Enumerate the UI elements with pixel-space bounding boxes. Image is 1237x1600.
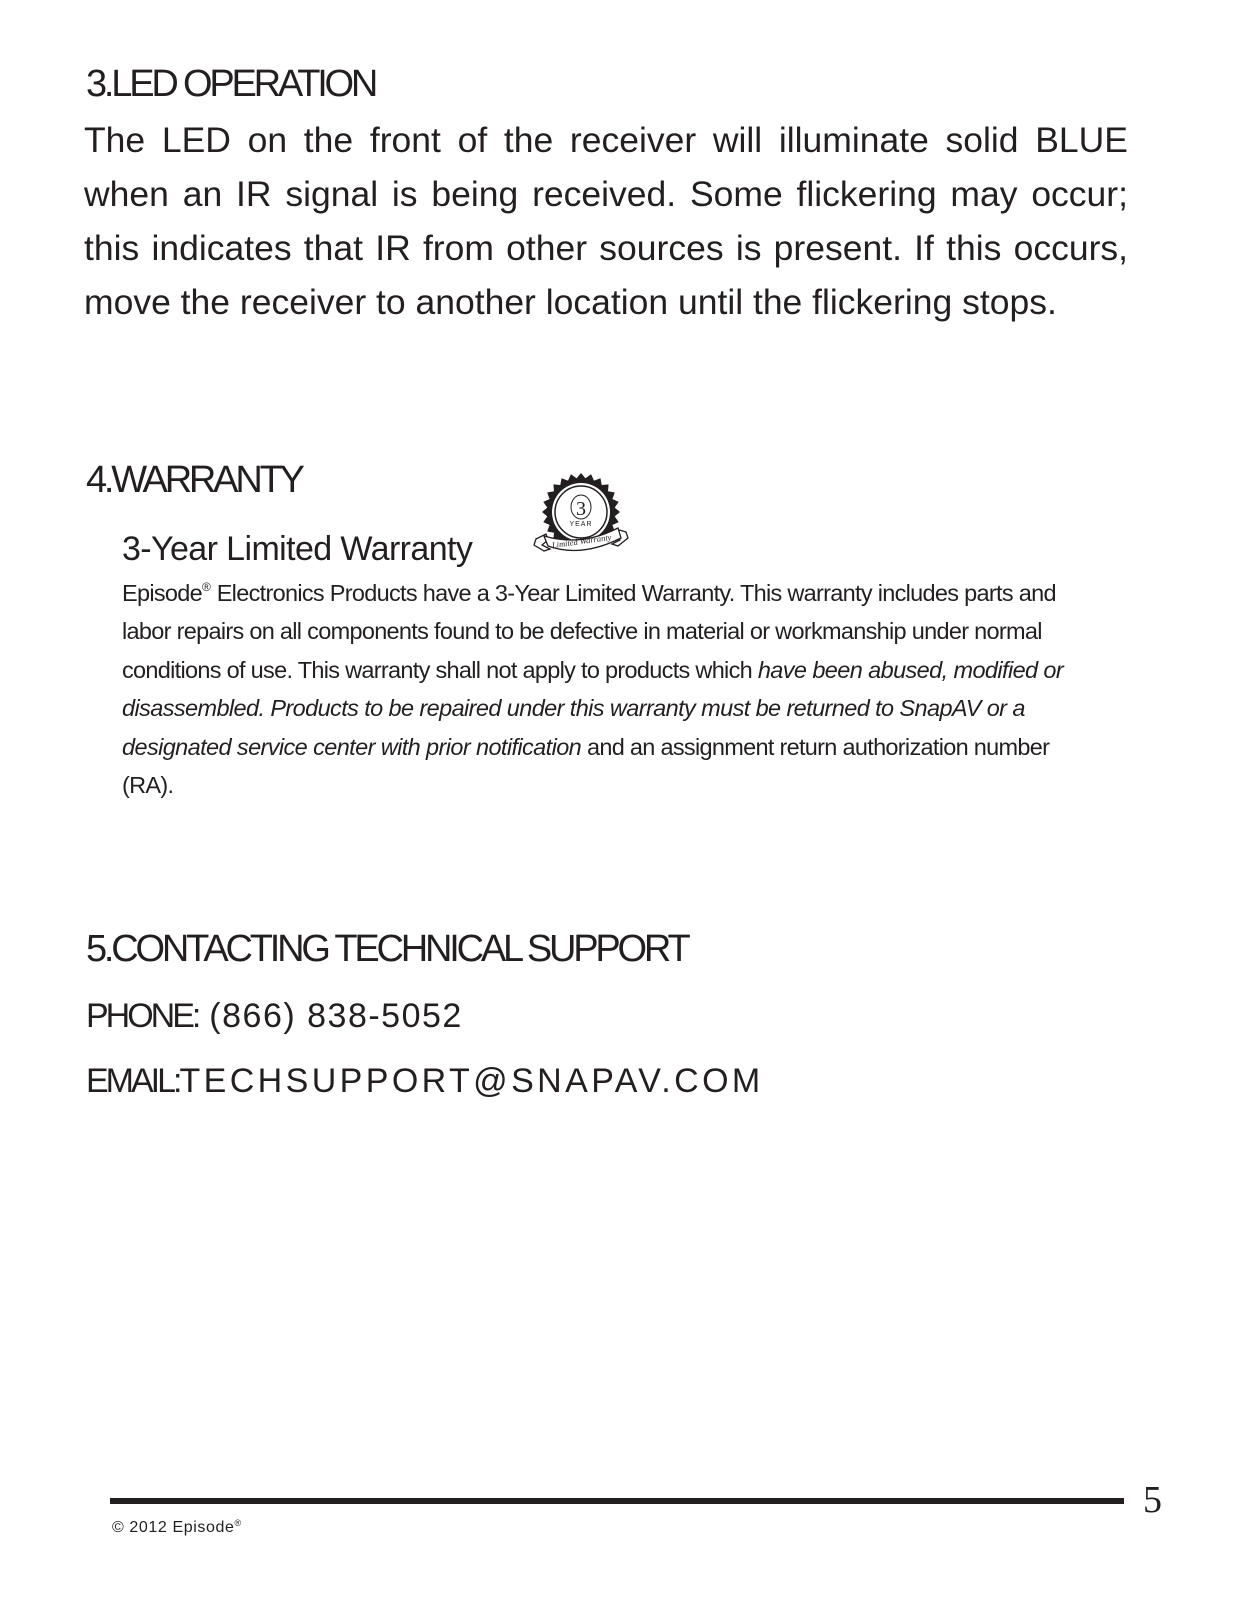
led-paragraph-line: when an IR signal is being received. Some flickering may occur; (84, 174, 1128, 214)
phone-number: (866) 838-5052 (198, 997, 463, 1035)
support-email (86, 1064, 764, 1098)
copyright-text: © 2012 Episode (112, 1519, 235, 1536)
led-operation-paragraph (84, 113, 1128, 329)
copyright-notice (112, 1519, 242, 1536)
copyright-registered-mark: ® (234, 1518, 242, 1528)
footer-rule (110, 1498, 1124, 1504)
warranty-body-text: Electronics Products have a 3-Year Limited Warranty. This warranty includes parts and labor repairs on all components found to be defective in material or workmanship under normal conditions of use. This warranty shall not apply to products which (122, 580, 1056, 683)
section-heading-led-operation: 3.LED OPERATION (86, 63, 376, 105)
warranty-body (122, 574, 1088, 804)
badge-year-label: YEAR (569, 521, 593, 528)
warranty-subheading: 3-Year Limited Warranty (122, 530, 473, 568)
section-heading-warranty: 4.WARRANTY (86, 459, 302, 501)
warranty-body-italic: have been abused, modified or disassembled. Products to be repaired under this warranty must be returned to SnapAV or a designated service center with prior notification (122, 656, 1064, 760)
page-number: 5 (1143, 1479, 1162, 1521)
warranty-body-end: and an assignment return authorization number (RA). (122, 733, 1050, 799)
badge-ribbon-label: Limited Warranty (551, 531, 612, 551)
phone-label: PHONE: (86, 997, 199, 1035)
warranty-brand: Episode (122, 580, 203, 606)
led-paragraph-line: move the receiver to another location until the flickering stops. (84, 282, 1057, 322)
badge-number: 3 (576, 498, 586, 520)
led-paragraph-line: this indicates that IR from other sources is present. If this occurs, (84, 228, 1128, 268)
section-heading-technical-support: 5.CONTACTING TECHNICAL SUPPORT (86, 928, 688, 970)
led-paragraph-line: The LED on the front of the receiver will illuminate solid BLUE (84, 120, 1128, 160)
registered-mark: ® (202, 580, 211, 594)
support-phone (86, 999, 463, 1033)
email-address: TECHSUPPORT@SNAPAV.COM (179, 1062, 764, 1100)
three-year-warranty-badge-icon (532, 473, 630, 565)
email-label: EMAIL: (86, 1062, 180, 1100)
